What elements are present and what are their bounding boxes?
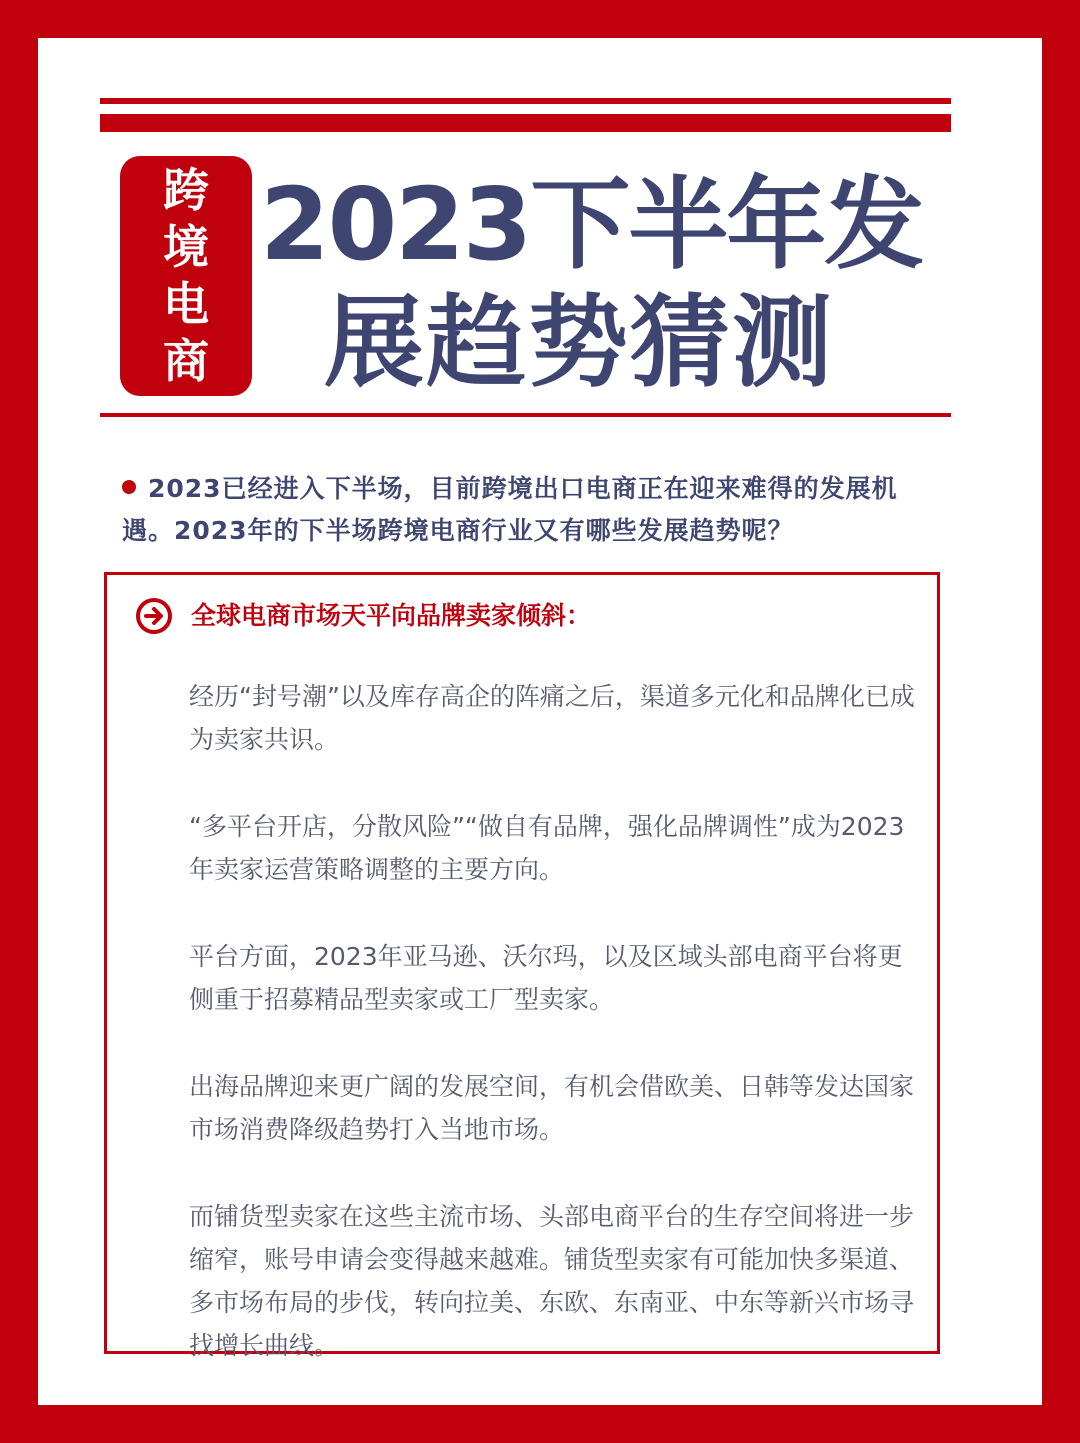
tag-char: 商 — [163, 334, 209, 388]
paragraph: 而铺货型卖家在这些主流市场、头部电商平台的生存空间将进一步缩窄，账号申请会变得越来越难。铺货型卖家有可能加快多渠道、多市场布局的步伐，转向拉美、东欧、东南亚、中东等新兴市场寻找增长曲线。 — [189, 1202, 915, 1360]
paragraph: 平台方面，2023年亚马逊、沃尔玛，以及区域头部电商平台将更侧重于招募精品型卖家或工厂型卖家。 — [189, 942, 903, 1014]
intro-paragraph — [122, 468, 942, 552]
section-paragraphs — [189, 675, 919, 1367]
intro-text: 2023已经进入下半场，目前跨境出口电商正在迎来难得的发展机遇。2023年的下半场跨境电商行业又有哪些发展趋势呢？ — [122, 474, 898, 545]
category-tag — [120, 156, 252, 396]
title-line-1: 2023下半年发 — [260, 166, 923, 283]
paragraph: “多平台开店，分散风险”“做自有品牌，强化品牌调性”成为2023年卖家运营策略调整的主要方向。 — [189, 812, 905, 884]
section-heading-text: 全球电商市场天平向品牌卖家倾斜： — [191, 601, 592, 630]
tag-char: 电 — [163, 277, 209, 331]
top-thin-rule — [100, 98, 951, 104]
tag-char: 境 — [163, 220, 209, 274]
title-bottom-rule — [100, 413, 951, 417]
page-title — [260, 166, 950, 402]
top-thick-rule — [100, 114, 951, 132]
bullet-dot-icon — [122, 480, 136, 494]
paragraph: 经历“封号潮”以及库存高企的阵痛之后，渠道多元化和品牌化已成为卖家共识。 — [189, 682, 915, 754]
section-box — [104, 572, 940, 1360]
section-heading — [135, 597, 591, 635]
title-line-2: 展趋势猜测 — [324, 284, 834, 401]
poster-panel — [38, 38, 1042, 1405]
paragraph: 出海品牌迎来更广阔的发展空间，有机会借欧美、日韩等发达国家市场消费降级趋势打入当地市场。 — [189, 1072, 915, 1144]
circle-arrow-right-icon — [135, 597, 173, 635]
tag-char: 跨 — [163, 163, 209, 217]
